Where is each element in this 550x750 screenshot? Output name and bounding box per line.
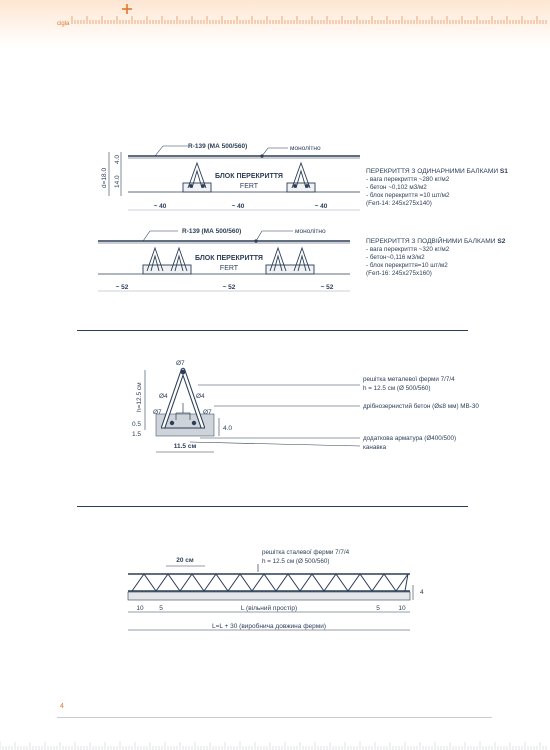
double-truss-beam-right (266, 248, 314, 274)
s1-spec: - бетон ~0,102 м3/м2 (366, 184, 427, 191)
s2-spec: - бетон~0,116 м3/м2 (366, 254, 425, 261)
height-label: h=12.5 см (136, 382, 143, 412)
double-truss-beam-left (143, 248, 191, 274)
mesh-label: R-139 (МА 500/560) (182, 228, 242, 235)
section-divider (77, 506, 468, 507)
diag-right-label: Ø4 (196, 393, 205, 400)
truss-beam-left (183, 163, 211, 192)
monolith-label: монолітно (290, 145, 321, 152)
s1-title: ПЕРЕКРИТТЯ З ОДИНАРНИМИ БАЛКАМИ S1 (366, 168, 508, 175)
top-bar-label: Ø7 (176, 360, 185, 367)
beam-cross-section (0, 350, 550, 460)
truss-callout: решітка сталевої ферми 7/7/4 (262, 549, 350, 556)
s2-spec: (Fert-16: 245x275x160) (366, 270, 432, 277)
callout-truss: решітка металевої ферми 7/7/4 (363, 376, 455, 383)
page-number: 4 (60, 703, 64, 710)
spacing-right: ~ 52 (320, 284, 334, 291)
brand-label: cigla (57, 21, 70, 27)
block-brand: FERT (219, 265, 239, 272)
spacing-left: ~ 52 (115, 284, 129, 291)
callout-rebar: додаткова арматура (Ø400/500) (363, 435, 457, 442)
truss-callout-height: h = 12.5 см (Ø 500/560) (262, 558, 330, 565)
diag-left-label: Ø4 (159, 393, 168, 400)
s2-spec: - вага перекриття ~320 кг/м2 (366, 246, 450, 253)
block-brand: FERT (239, 183, 259, 190)
bottom-left-label: Ø7 (153, 409, 162, 416)
section-divider (77, 330, 468, 331)
monolith-label: монолітно (295, 228, 326, 235)
s1-spec: - вага перекриття ~280 кг/м2 (366, 176, 450, 183)
truss-elevation (0, 540, 550, 640)
bottom-ruler (0, 738, 550, 750)
dim-left-inner: 5 (159, 605, 163, 612)
spacing-right: ~ 40 (314, 203, 328, 210)
top-ruler (0, 0, 550, 48)
block-label: БЛОК ПЕРЕКРИТТЯ (195, 255, 263, 262)
footer-rule (57, 717, 492, 718)
spacing-left: ~ 40 (153, 203, 167, 210)
dim-40: 4.0 (223, 425, 233, 432)
dim-right-outer: 10 (398, 605, 406, 612)
block-label: БЛОК ПЕРЕКРИТТЯ (215, 173, 283, 180)
dim-15: 1.5 (132, 431, 142, 438)
bottom-right-label: Ø7 (203, 409, 212, 416)
callout-groove: канавка (363, 444, 387, 451)
s2-spec: - блок перекриття=10 шт/м2 (366, 262, 448, 269)
dim-left-outer: 10 (136, 605, 144, 612)
truss-spacing: 20 см (176, 557, 194, 564)
s2-title: ПЕРЕКРИТТЯ З ПОДВІЙНИМИ БАЛКАМИ S2 (366, 238, 506, 245)
clear-span: L (вільний простір) (240, 605, 298, 612)
callout-concrete: дрібнозернистий бетон (Ø≤8 мм) МВ-30 (363, 403, 479, 410)
dim-right-inner: 5 (376, 605, 380, 612)
plus-icon (122, 4, 132, 14)
total-length: L=L + 30 (виробнича довжина ферми) (211, 623, 327, 630)
s1-description (366, 168, 526, 208)
height-total: d=18.0 (101, 167, 108, 188)
s1-spec: - блок перекриття =10 шт/м2 (366, 192, 450, 199)
truss-height: 4 (420, 589, 424, 596)
height-topping: 4.0 (114, 154, 121, 164)
mesh-label: R-139 (МА 500/560) (188, 143, 248, 150)
width-label: 11.5 см (173, 443, 197, 450)
height-block: 14.0 (114, 175, 121, 188)
dim-05: 0.5 (132, 421, 142, 428)
callout-truss-height: h = 12.5 см (Ø 500/560) (363, 385, 431, 392)
s2-description (366, 238, 526, 278)
truss-beam-right (287, 163, 315, 192)
spacing-mid: ~ 40 (231, 203, 245, 210)
spacing-mid: ~ 52 (222, 284, 236, 291)
s1-spec: (Fert-14: 245x275x140) (366, 200, 432, 207)
